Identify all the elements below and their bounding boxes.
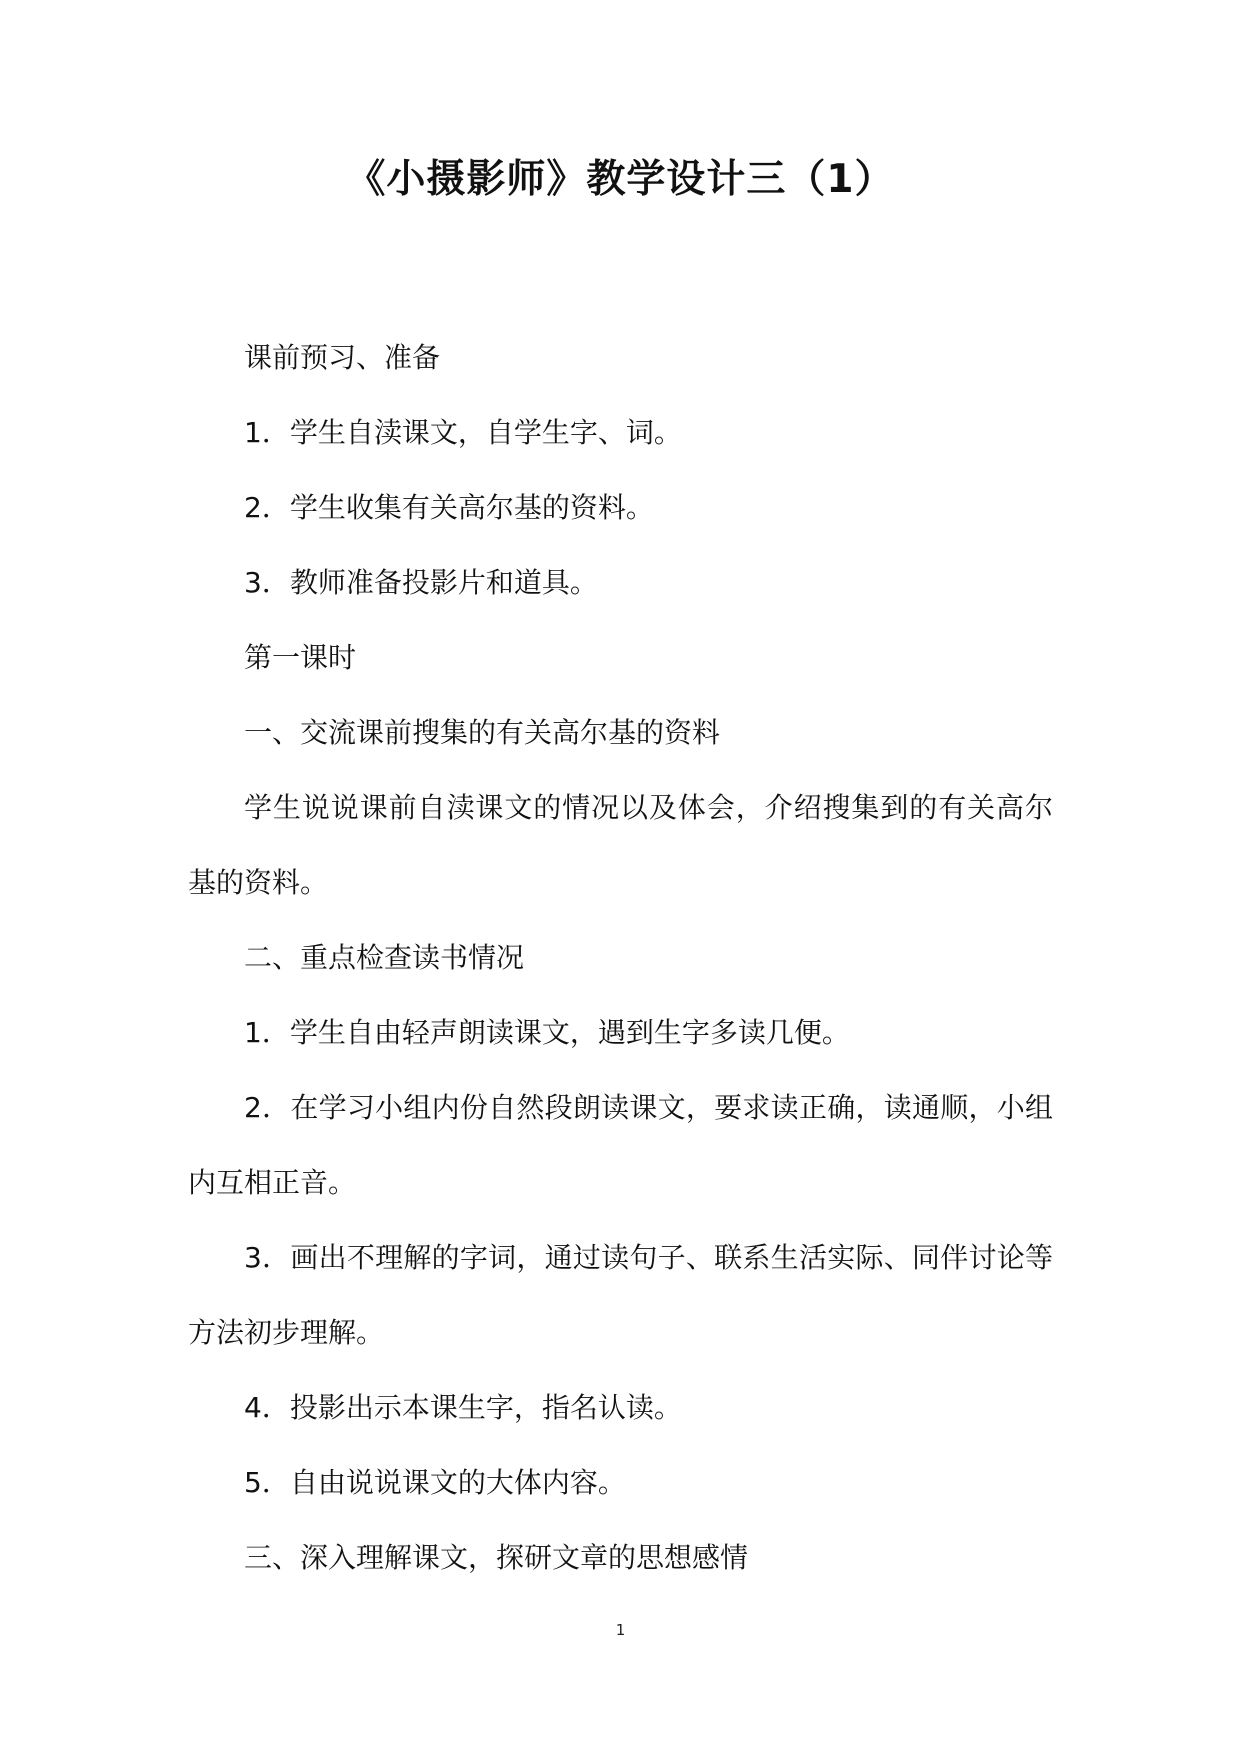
paragraph-section-two-item-4: 4．投影出示本课生字，指名认读。: [244, 1391, 682, 1424]
page-number: 1: [615, 1621, 626, 1639]
paragraph-section-two-item-5: 5．自由说说课文的大体内容。: [244, 1466, 626, 1499]
paragraph-section-two: 二、重点检查读书情况: [244, 941, 525, 974]
document-title: 《小摄影师》教学设计三（1）: [346, 157, 895, 202]
paragraph-item-3: 3．教师准备投影片和道具。: [244, 566, 598, 599]
paragraph-section-one: 一、交流课前搜集的有关高尔基的资料: [244, 716, 721, 749]
paragraph-section-two-item-1: 1．学生自由轻声朗读课文，遇到生字多读几便。: [244, 1016, 850, 1049]
paragraph-section-two-item-3: 3．画出不理解的字词，通过读句子、联系生活实际、同伴讨论等方法初步理解。: [188, 1241, 1053, 1349]
paragraph-item-1: 1．学生自渎课文，自学生字、词。: [244, 416, 682, 449]
paragraph-first-lesson: 第一课时: [244, 641, 357, 674]
paragraph-item-2: 2．学生收集有关高尔基的资料。: [244, 491, 654, 524]
paragraph-preview-preparation: 课前预习、准备: [244, 341, 441, 374]
document-body: [188, 320, 1053, 1595]
paragraph-section-two-item-2: 2．在学习小组内份自然段朗读课文，要求读正确，读通顺，小组内互相正音。: [188, 1091, 1053, 1199]
paragraph-section-three: 三、深入理解课文，探研文章的思想感情: [244, 1541, 749, 1574]
paragraph-section-one-body: 学生说说课前自渎课文的情况以及体会，介绍搜集到的有关高尔基的资料。: [188, 791, 1053, 899]
